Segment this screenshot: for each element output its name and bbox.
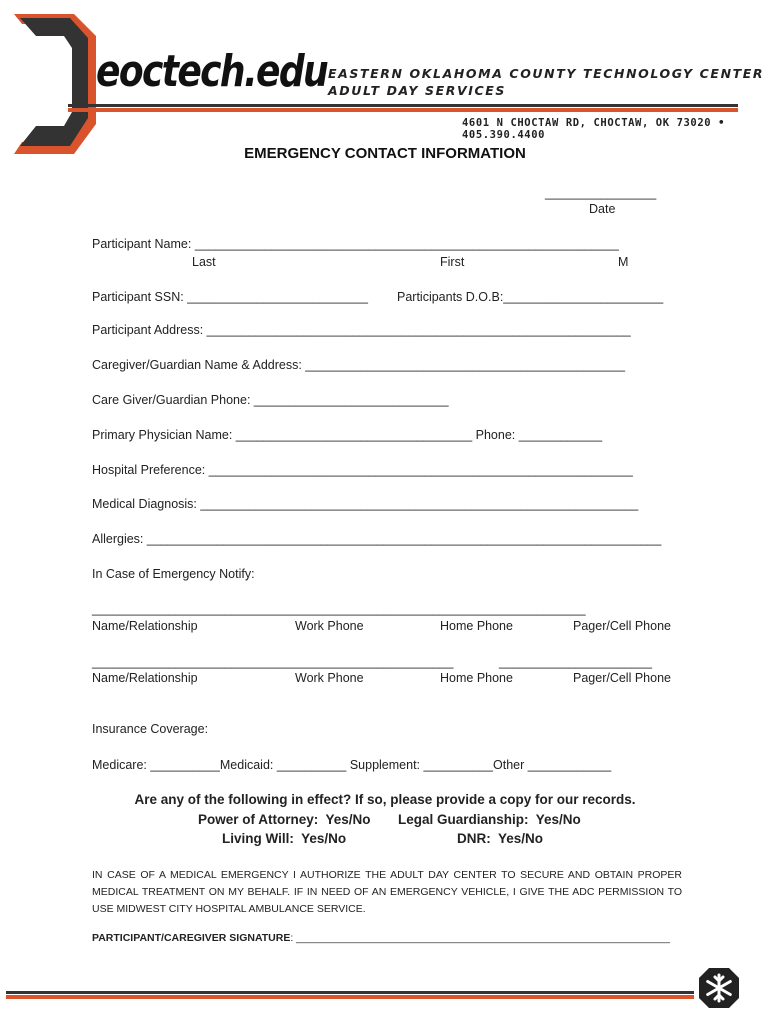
contact-2-cell-field[interactable]: ______________________ — [499, 655, 652, 669]
participant-dob-field[interactable]: Participants D.O.B:_______________________ — [397, 290, 664, 304]
date-label: Date — [589, 202, 616, 216]
insurance-field[interactable]: Medicare: __________Medicaid: __________ Supplement: __________Other ____________ — [92, 758, 612, 772]
footer-rule-dark — [6, 991, 694, 994]
snowflake-logo-icon — [697, 966, 741, 1010]
emergency-notify-label: In Case of Emergency Notify: — [92, 567, 255, 581]
contact-1-work-label: Work Phone — [295, 619, 364, 633]
org-name: EASTERN OKLAHOMA COUNTY TECHNOLOGY CENTER — [328, 66, 765, 81]
authorization-text: IN CASE OF A MEDICAL EMERGENCY I AUTHORIZE THE ADULT DAY CENTER TO SECURE AND OBTAIN PROPER MEDICAL TREATMENT ON MY BEHALF. IF IN NEED OF AN EMERGENCY VEHICLE, I GIVE THE ADC PERMISSION TO USE MIDWEST CITY HOSPITAL AMBULANCE SERVICE. — [92, 869, 682, 915]
documents-question: Are any of the following in effect? If so, please provide a copy for our records. — [134, 792, 636, 807]
date-field[interactable]: ________________ — [545, 186, 657, 200]
power-of-attorney: Power of Attorney: Yes/No — [198, 812, 371, 827]
medical-diagnosis-field[interactable]: Medical Diagnosis: _______________________________________________________________ — [92, 497, 639, 511]
caregiver-name-address-field[interactable]: Caregiver/Guardian Name & Address: ______________________________________________ — [92, 358, 626, 372]
participant-address-field[interactable]: Participant Address: _____________________________________________________________ — [92, 323, 631, 337]
contact-2-home-label: Home Phone — [440, 671, 513, 685]
contact-2-field[interactable]: ____________________________________________________ — [92, 655, 454, 669]
legal-guardianship: Legal Guardianship: Yes/No — [398, 812, 581, 827]
contact-2-work-label: Work Phone — [295, 671, 364, 685]
contact-1-cell-label: Pager/Cell Phone — [573, 619, 671, 633]
living-will: Living Will: Yes/No — [222, 831, 347, 846]
contact-1-home-label: Home Phone — [440, 619, 513, 633]
name-middle-label: M — [618, 255, 629, 269]
org-department: ADULT DAY SERVICES — [328, 83, 507, 98]
participant-name-field[interactable]: Participant Name: _____________________________________________________________ — [92, 237, 619, 251]
physician-field[interactable]: Primary Physician Name: __________________________________ Phone: ____________ — [92, 428, 603, 442]
dnr: DNR: Yes/No — [457, 831, 544, 846]
signature-label: PARTICIPANT/CAREGIVER SIGNATURE — [92, 932, 291, 944]
logo-wordmark: eoctech.edu — [96, 46, 328, 97]
participant-ssn-field[interactable]: Participant SSN: __________________________ — [92, 290, 368, 304]
name-last-label: Last — [192, 255, 216, 269]
org-address: 4601 N CHOCTAW RD, CHOCTAW, OK 73020 • 405.390.4400 — [462, 117, 726, 141]
caregiver-phone-field[interactable]: Care Giver/Guardian Phone: ____________________________ — [92, 393, 449, 407]
eoctech-logo-icon — [14, 14, 96, 154]
page-title: EMERGENCY CONTACT INFORMATION — [244, 145, 526, 162]
allergies-field[interactable]: Allergies: __________________________________________________________________________ — [92, 532, 662, 546]
signature-row — [92, 932, 670, 944]
name-first-label: First — [440, 255, 465, 269]
footer-rule-orange — [6, 995, 694, 999]
contact-1-field[interactable]: _______________________________________________________________________ — [92, 602, 586, 616]
insurance-label: Insurance Coverage: — [92, 722, 209, 736]
contact-2-name-label: Name/Relationship — [92, 671, 198, 685]
signature-field[interactable]: : ________________________________________________________________ — [290, 932, 670, 944]
contact-2-cell-label: Pager/Cell Phone — [573, 671, 671, 685]
hospital-preference-field[interactable]: Hospital Preference: _____________________________________________________________ — [92, 463, 633, 477]
header-rule-orange — [68, 108, 738, 112]
header-rule-dark — [68, 104, 738, 107]
contact-1-name-label: Name/Relationship — [92, 619, 198, 633]
